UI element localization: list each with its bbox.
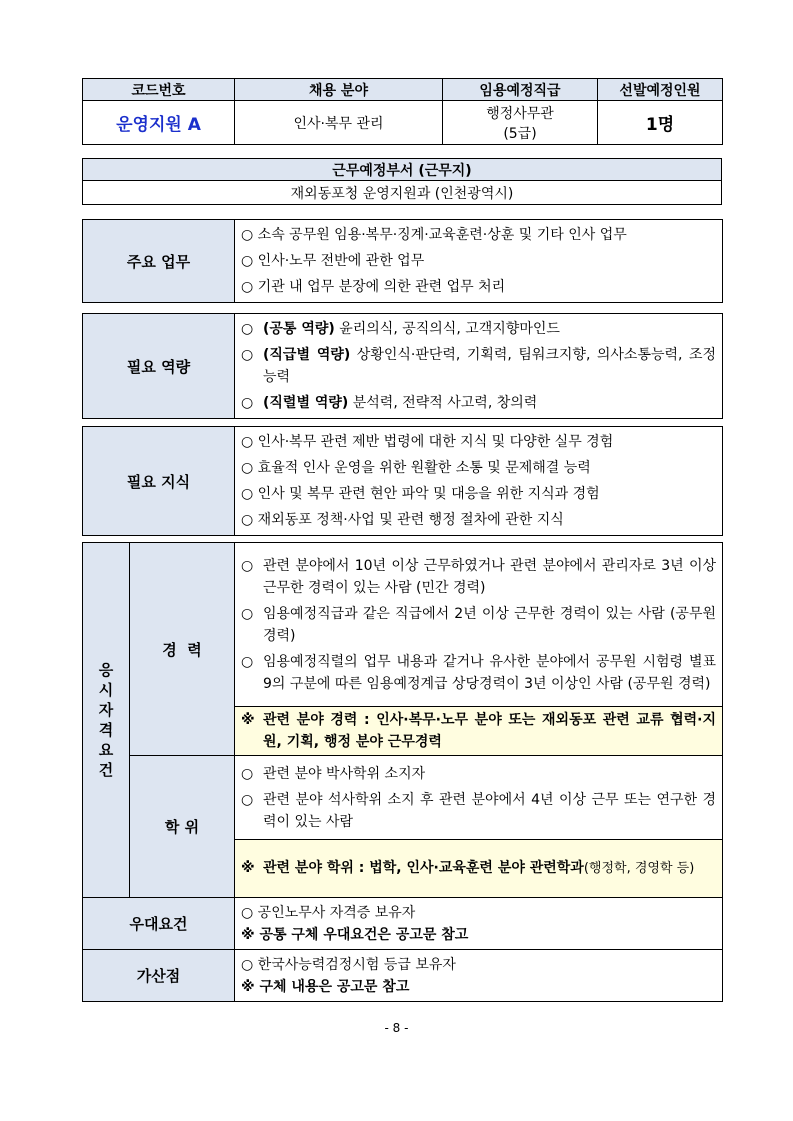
knowledge-label: 필요 지식 bbox=[83, 427, 235, 536]
degree-label: 학 위 bbox=[130, 756, 235, 898]
knowledge-item: ○ 재외동포 정책·사업 및 관련 행정 절차에 관한 지식 bbox=[241, 512, 564, 528]
degree-note: ※ 관련 분야 학위 : 법학, 인사·교육훈련 분야 관련학과(행정학, 경영학 등) bbox=[235, 840, 723, 898]
header-table bbox=[82, 78, 723, 145]
knowledge-table bbox=[82, 426, 723, 536]
page-number: - 8 - bbox=[384, 1021, 409, 1035]
count-value: 1명 bbox=[598, 101, 723, 145]
qualification-label: 응 시 자 격 요 건 bbox=[83, 543, 130, 898]
competency-label: 필요 역량 bbox=[83, 314, 235, 419]
header-grade-label: 임용예정직급 bbox=[443, 79, 598, 101]
experience-item: ○ 관련 분야에서 10년 이상 근무하였거나 관련 분야에서 관리자로 3년 이상 근무한 경력이 있는 사람 (민간 경력) bbox=[241, 557, 716, 596]
experience-label: 경 력 bbox=[130, 543, 235, 756]
degree-item: ○ 관련 분야 박사학위 소지자 bbox=[241, 765, 426, 782]
duties-item: ○ 소속 공무원 임용·복무·징계·교육훈련·상훈 및 기타 인사 업무 bbox=[241, 227, 627, 243]
grade-line1: 행정사무관 bbox=[486, 105, 554, 122]
dept-value: 재외동포청 운영지원과 (인천광역시) bbox=[83, 181, 722, 205]
code-value: 운영지원 A bbox=[83, 101, 235, 145]
grade-value bbox=[443, 101, 598, 145]
dept-title: 근무예정부서 (근무지) bbox=[83, 159, 722, 181]
knowledge-item: ○ 효율적 인사 운영을 위한 원활한 소통 및 문제해결 능력 bbox=[241, 460, 591, 476]
duties-table bbox=[82, 219, 723, 303]
duties-item: ○ 기관 내 업무 분장에 의한 관련 업무 처리 bbox=[241, 279, 506, 295]
grade-line2: (5급) bbox=[503, 125, 537, 142]
preference-line1: ○ 공인노무사 자격증 보유자 bbox=[241, 904, 416, 921]
bonus-label: 가산점 bbox=[83, 950, 235, 1002]
experience-item: ○ 임용예정직렬의 업무 내용과 같거나 유사한 분야에서 공무원 시험령 별표 9의 구분에 따른 임용예정계급 상당경력이 3년 이상인 사람 (공무원 경력) bbox=[241, 653, 716, 692]
competency-item: ○ (공통 역량) 윤리의식, 공직의식, 고객지향마인드 bbox=[241, 321, 560, 337]
duties-label: 주요 업무 bbox=[83, 220, 235, 303]
experience-item: ○ 임용예정직급과 같은 직급에서 2년 이상 근무한 경력이 있는 사람 (공무원 경력) bbox=[241, 605, 716, 644]
header-count-label: 선발예정인원 bbox=[598, 79, 723, 101]
preference-line2: ※ 공통 구체 우대요건은 공고문 참고 bbox=[241, 926, 469, 943]
bonus-line1: ○ 한국사능력검정시험 등급 보유자 bbox=[241, 956, 456, 973]
bonus-line2: ※ 구체 내용은 공고문 참고 bbox=[241, 978, 410, 995]
competency-item: ○ (직렬별 역량) 분석력, 전략적 사고력, 창의력 bbox=[241, 395, 538, 411]
dept-table bbox=[82, 158, 722, 205]
competency-item: ○ (직급별 역량) 상황인식·판단력, 기획력, 팀워크지향, 의사소통능력, 조정능력 bbox=[241, 347, 716, 385]
knowledge-item: ○ 인사 및 복무 관련 현안 파악 및 대응을 위한 지식과 경험 bbox=[241, 486, 600, 502]
duties-item: ○ 인사·노무 전반에 관한 업무 bbox=[241, 253, 425, 269]
field-value: 인사·복무 관리 bbox=[235, 101, 443, 145]
experience-note: ※ 관련 분야 경력 : 인사·복무·노무 분야 또는 재외동포 관련 교류 협력·지원, 기획, 행정 분야 근무경력 bbox=[235, 707, 723, 756]
preference-label: 우대요건 bbox=[83, 898, 235, 950]
qualification-table bbox=[82, 542, 723, 1002]
knowledge-item: ○ 인사·복무 관련 제반 법령에 대한 지식 및 다양한 실무 경험 bbox=[241, 434, 614, 450]
competency-table bbox=[82, 313, 723, 419]
header-code-label: 코드번호 bbox=[83, 79, 235, 101]
degree-item: ○ 관련 분야 석사학위 소지 후 관련 분야에서 4년 이상 근무 또는 연구한 경력이 있는 사람 bbox=[241, 791, 716, 830]
header-field-label: 채용 분야 bbox=[235, 79, 443, 101]
